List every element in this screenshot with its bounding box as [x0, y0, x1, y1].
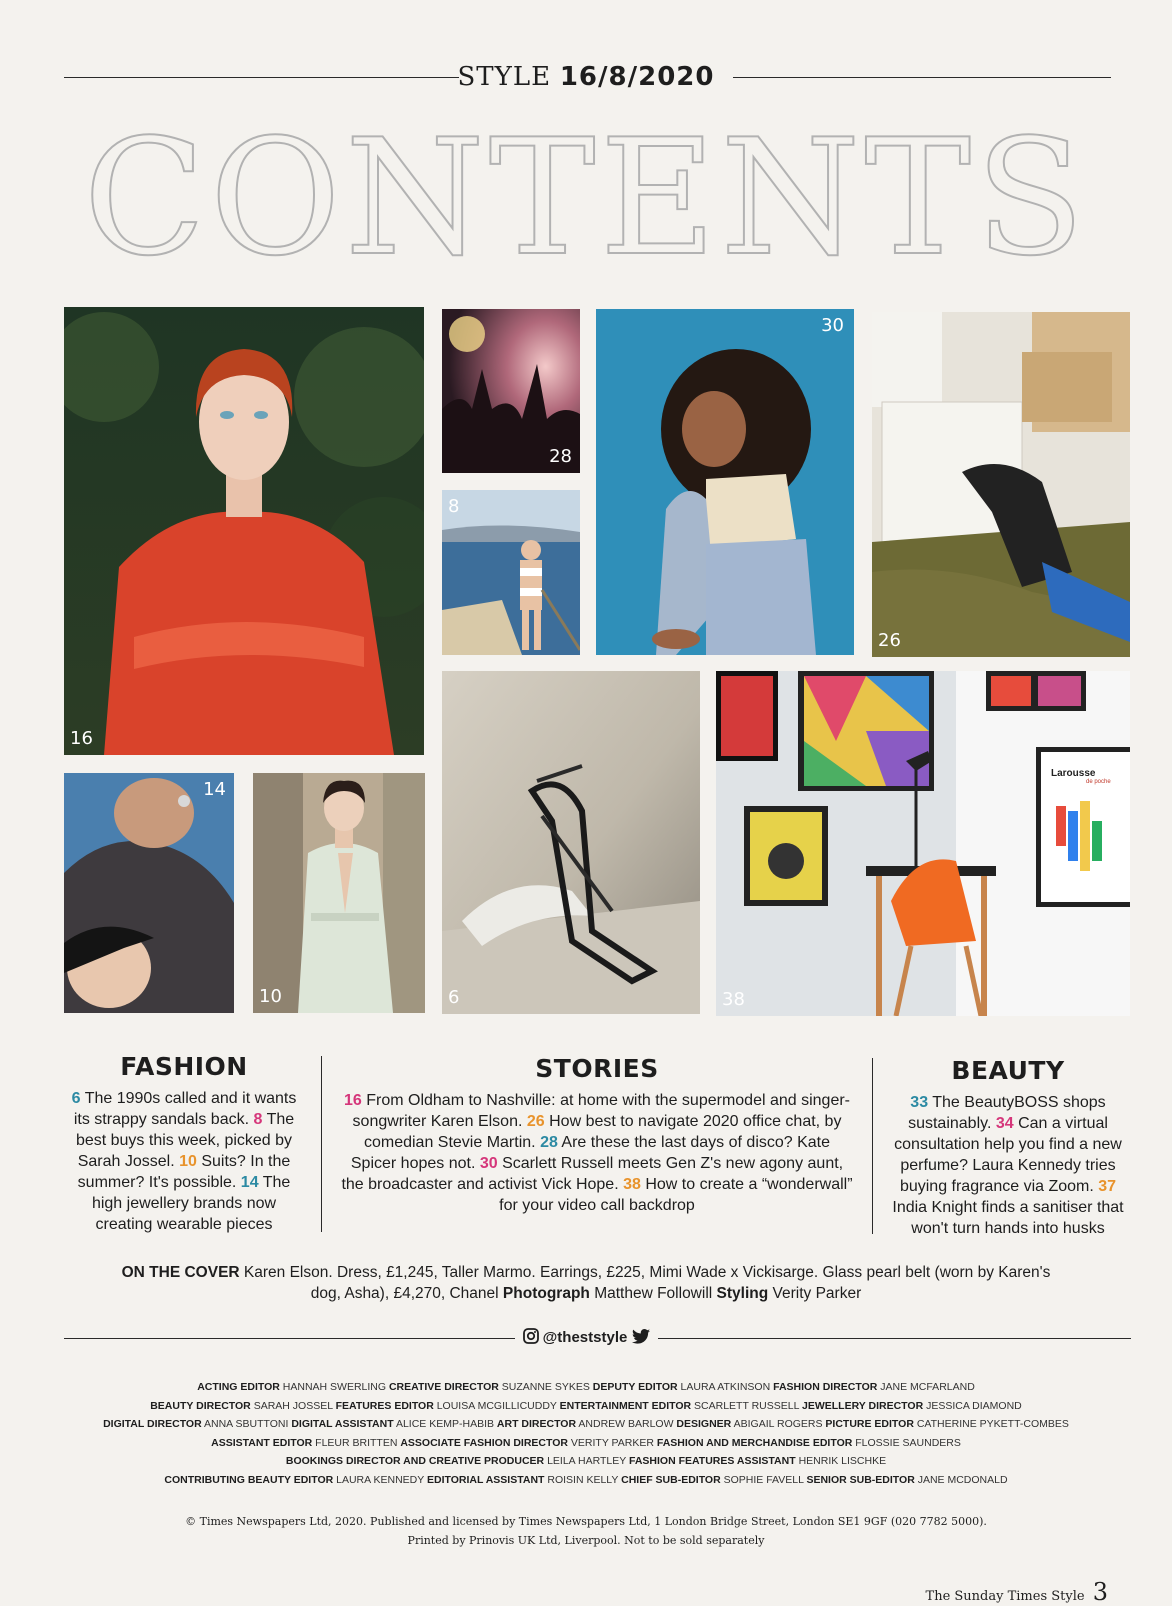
credit-name: ALICE KEMP-HABIB — [395, 1418, 494, 1430]
credit-name: ROISIN KELLY — [547, 1473, 619, 1486]
photo-vick-hope[interactable] — [596, 309, 854, 655]
credits-line — [60, 1434, 1112, 1453]
legal-line-2: Printed by Prinovis UK Ltd, Liverpool. Not to be sold separately — [407, 1534, 765, 1547]
credit-name: LOUISA MCGILLICUDDY — [436, 1399, 557, 1412]
fashion-item-number[interactable]: 6 — [71, 1090, 81, 1107]
credit-name: FLEUR BRITTEN — [315, 1436, 398, 1449]
credits-line — [60, 1452, 1112, 1471]
photo-page-number: 10 — [259, 986, 282, 1007]
beauty-item-number[interactable]: 34 — [995, 1115, 1014, 1132]
credits-line — [60, 1471, 1112, 1490]
credit-role: DIGITAL DIRECTOR — [103, 1418, 202, 1430]
cover-label: ON THE COVER — [121, 1264, 240, 1281]
section-heading-fashion: FASHION — [120, 1052, 248, 1081]
social-handle[interactable]: @theststyle — [542, 1329, 628, 1346]
credit-name: CATHERINE PYKETT-COMBES — [916, 1418, 1069, 1430]
fashion-item-text: Suits? In the summer? It's possible. — [77, 1153, 291, 1191]
credit-name: ANNA SBUTTONI — [204, 1418, 289, 1430]
larousse-subtitle: de poche — [1086, 779, 1111, 785]
beauty-item-text: The BeautyBOSS shops sustainably. — [908, 1094, 1106, 1132]
staff-credits — [60, 1378, 1112, 1489]
column-divider-right — [872, 1058, 873, 1234]
stories-item-text: How best to navigate 2020 office chat, by comedian Stevie Martin. — [363, 1113, 842, 1151]
photo-karen-elson[interactable] — [64, 307, 424, 755]
stories-item-number[interactable]: 30 — [479, 1155, 498, 1172]
credit-name: JANE MCFARLAND — [880, 1381, 975, 1393]
credit-role: ENTERTAINMENT EDITOR — [559, 1399, 692, 1412]
credit-role: ASSOCIATE FASHION DIRECTOR — [400, 1436, 568, 1449]
fashion-item-text: The best buys this week, picked by Sarah Jossel. — [75, 1111, 295, 1170]
credit-role: ASSISTANT EDITOR — [211, 1436, 313, 1449]
section-list-fashion — [64, 1088, 304, 1235]
beauty-item-number[interactable]: 37 — [1098, 1178, 1117, 1195]
credit-role: PICTURE EDITOR — [825, 1418, 914, 1430]
credit-role: SENIOR SUB-EDITOR — [806, 1473, 915, 1486]
stories-item-number[interactable]: 16 — [343, 1092, 362, 1109]
fashion-item-text: The high jewellery brands now creating wearable pieces — [91, 1174, 291, 1233]
credit-role: EDITORIAL ASSISTANT — [426, 1473, 545, 1486]
cover-styling-name: Verity Parker — [772, 1285, 862, 1302]
twitter-icon[interactable] — [632, 1329, 650, 1344]
credits-line — [60, 1397, 1112, 1416]
instagram-icon[interactable] — [523, 1328, 539, 1344]
page-number: 3 — [1092, 1578, 1108, 1606]
stories-item-number[interactable]: 26 — [526, 1113, 545, 1130]
page-title: CONTENTS — [83, 104, 1089, 291]
credit-role: ACTING EDITOR — [197, 1381, 280, 1393]
larousse-title: Larousse — [1051, 768, 1096, 779]
photo-jewellery[interactable] — [64, 773, 234, 1013]
cover-styling-label: Styling — [716, 1285, 769, 1302]
credit-role: DEPUTY EDITOR — [592, 1381, 678, 1393]
credit-name: JESSICA DIAMOND — [926, 1399, 1022, 1412]
section-list-stories — [340, 1090, 854, 1216]
credit-role: DESIGNER — [676, 1418, 732, 1430]
column-divider-left — [321, 1056, 322, 1232]
credit-name: ABIGAIL ROGERS — [733, 1418, 823, 1430]
stories-item-number[interactable]: 38 — [623, 1176, 641, 1193]
legal-notice — [60, 1512, 1112, 1550]
credit-name: LAURA ATKINSON — [680, 1381, 771, 1393]
section-heading-stories: STORIES — [535, 1054, 659, 1083]
photo-page-number: 30 — [821, 315, 844, 336]
credit-role: FASHION FEATURES ASSISTANT — [628, 1455, 796, 1467]
credit-name: SUZANNE SYKES — [501, 1381, 590, 1393]
stories-item-text: From Oldham to Nashville: at home with the supermodel and singer-songwriter Karen Elson. — [352, 1092, 851, 1130]
cover-credit — [120, 1262, 1052, 1304]
masthead-date: 16/8/2020 — [559, 62, 715, 92]
masthead-section: STYLE — [457, 62, 552, 92]
photo-disco[interactable] — [442, 309, 580, 473]
credit-name: JANE MCDONALD — [917, 1473, 1008, 1486]
credit-name: LAURA KENNEDY — [336, 1473, 425, 1486]
photo-bikini-image — [442, 490, 580, 655]
credit-role: ART DIRECTOR — [496, 1418, 577, 1430]
photo-suit-image — [253, 773, 425, 1013]
photo-page-number: 28 — [549, 446, 572, 467]
fashion-item-number[interactable]: 8 — [253, 1111, 263, 1128]
credit-role: DIGITAL ASSISTANT — [291, 1418, 394, 1430]
credit-name: HANNAH SWERLING — [282, 1381, 387, 1393]
credit-name: FLOSSIE SAUNDERS — [855, 1436, 961, 1449]
photo-bikini[interactable] — [442, 490, 580, 655]
masthead — [0, 60, 1172, 92]
photo-wonderwall-image — [716, 671, 1130, 1016]
photo-page-number: 8 — [448, 496, 460, 517]
credits-line — [60, 1415, 1112, 1434]
credit-role: CONTRIBUTING BEAUTY EDITOR — [164, 1473, 334, 1486]
page-footer — [926, 1578, 1108, 1606]
photo-wonderwall[interactable] — [716, 671, 1130, 1016]
photo-karen-elson-image — [64, 307, 424, 755]
credits-line — [60, 1378, 1112, 1397]
stories-item-text: Scarlett Russell meets Gen Z's new agony aunt, the broadcaster and activist Vick Hope. — [341, 1155, 844, 1193]
photo-page-number: 26 — [878, 630, 901, 651]
credit-role: FEATURES EDITOR — [335, 1399, 434, 1412]
photo-page-number: 6 — [448, 987, 460, 1008]
photo-sandal[interactable] — [442, 671, 700, 1014]
section-list-beauty — [888, 1092, 1128, 1239]
credit-name: ANDREW BARLOW — [578, 1418, 674, 1430]
photo-office[interactable] — [872, 312, 1130, 657]
fashion-item-number[interactable]: 14 — [240, 1174, 259, 1191]
credit-name: VERITY PARKER — [570, 1436, 654, 1449]
photo-page-number: 38 — [722, 989, 745, 1010]
legal-line-1: © Times Newspapers Ltd, 2020. Published and licensed by Times Newspapers Ltd, 1 London Bridge Street, London SE1 9GF (020 7782 5000). — [185, 1515, 987, 1528]
photo-vick-hope-image — [596, 309, 854, 655]
beauty-item-text: Can a virtual consultation help you find a new perfume? Laura Kennedy tries buying fragrance via Zoom. — [894, 1115, 1122, 1195]
photo-suit[interactable] — [253, 773, 425, 1013]
credit-role: BOOKINGS DIRECTOR AND CREATIVE PRODUCER — [285, 1455, 545, 1467]
photo-sandal-image — [442, 671, 700, 1014]
credit-role: BEAUTY DIRECTOR — [150, 1399, 251, 1412]
stories-item-number[interactable]: 28 — [540, 1134, 558, 1151]
fashion-item-number[interactable]: 10 — [179, 1153, 197, 1170]
photo-page-number: 16 — [70, 728, 93, 749]
stories-item-text: How to create a “wonderwall” for your video call backdrop — [499, 1176, 853, 1214]
publication-name: The Sunday Times Style — [925, 1589, 1085, 1604]
fashion-item-text: The 1990s called and it wants its strappy sandals back. — [73, 1090, 297, 1128]
beauty-item-text: India Knight finds a sanitiser that won't turn hands into husks — [892, 1199, 1124, 1237]
credit-name: SOPHIE FAVELL — [723, 1473, 804, 1486]
cover-text: Karen Elson. Dress, £1,245, Taller Marmo. Earrings, £225, Mimi Wade x Vickisarge. Glass pearl belt (worn by Karen's dog, Asha), £4,270, Chanel — [243, 1264, 1051, 1302]
social-handle-row — [0, 1328, 1172, 1346]
credit-name: SCARLETT RUSSELL — [694, 1399, 800, 1412]
credit-role: FASHION DIRECTOR — [773, 1381, 878, 1393]
credit-name: HENRIK LISCHKE — [798, 1455, 887, 1467]
stories-item-text: Are these the last days of disco? Kate Spicer hopes not. — [350, 1134, 831, 1172]
credit-role: FASHION AND MERCHANDISE EDITOR — [656, 1436, 853, 1449]
section-heading-beauty: BEAUTY — [951, 1056, 1065, 1085]
credit-role: JEWELLERY DIRECTOR — [802, 1399, 924, 1412]
credit-name: SARAH JOSSEL — [253, 1399, 333, 1412]
credit-name: LEILA HARTLEY — [547, 1455, 627, 1467]
cover-photo-name: Matthew Followill — [594, 1285, 713, 1302]
credit-role: CREATIVE DIRECTOR — [388, 1381, 499, 1393]
credit-role: CHIEF SUB-EDITOR — [621, 1473, 721, 1486]
photo-office-image — [872, 312, 1130, 657]
photo-jewellery-image — [64, 773, 234, 1013]
beauty-item-number[interactable]: 33 — [910, 1094, 929, 1111]
photo-page-number: 14 — [203, 779, 226, 800]
cover-photo-label: Photograph — [502, 1285, 590, 1302]
